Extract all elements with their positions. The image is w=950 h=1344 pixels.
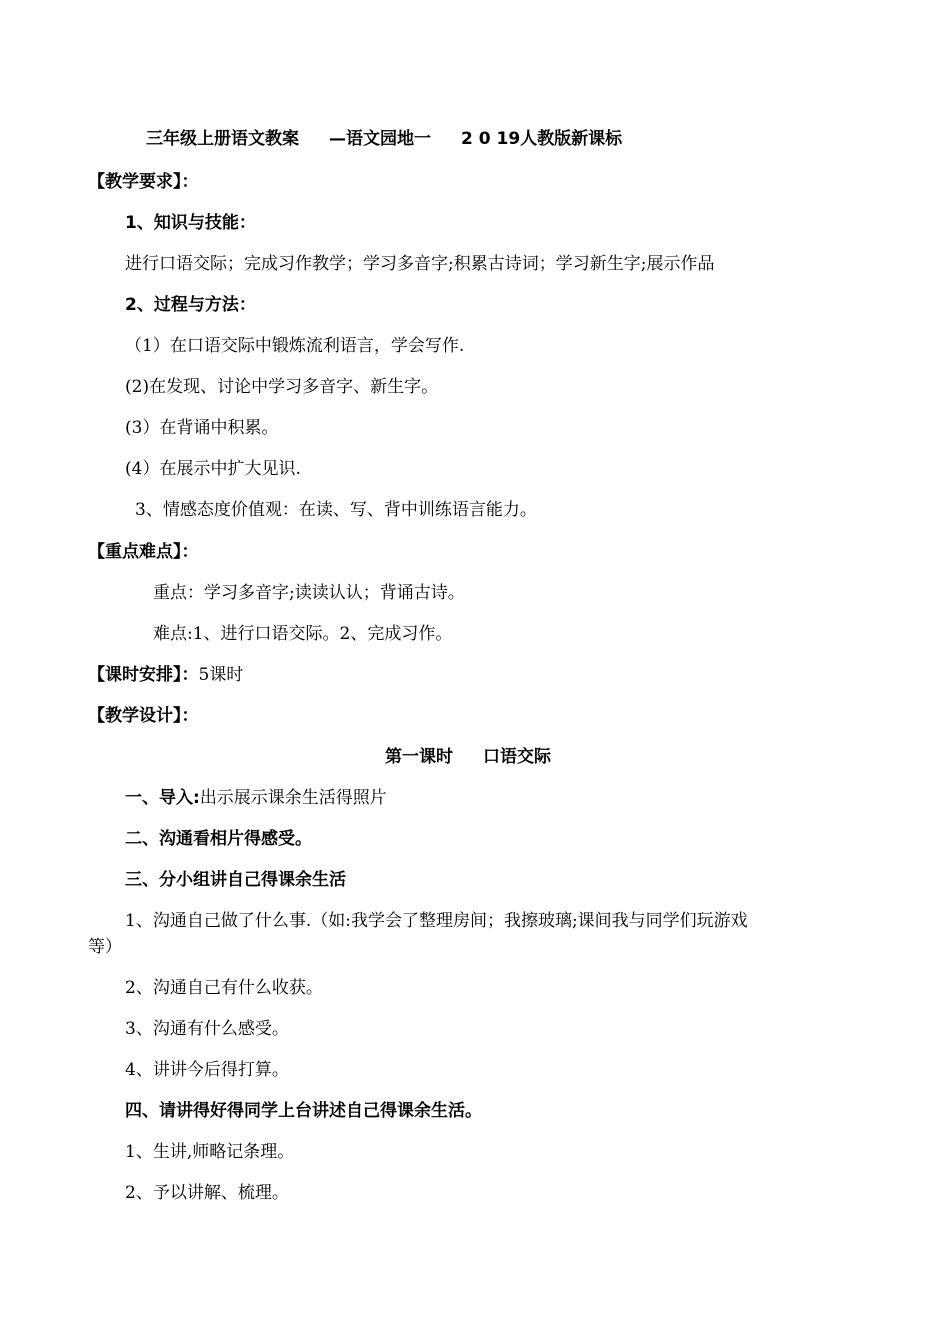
schedule-line <box>88 664 243 686</box>
step3-item: 3、沟通有什么感受。 <box>125 1019 289 1039</box>
lesson-title-2: 口语交际 <box>483 747 551 767</box>
schedule-value: 5课时 <box>198 665 244 685</box>
step1-text: 出示展示课余生活得照片 <box>199 788 387 808</box>
requirements-heading: 【教学要求】： <box>88 172 199 192</box>
step3-item: 4、讲讲今后得打算。 <box>125 1060 289 1080</box>
title-part-2: —语文园地一 <box>329 129 431 149</box>
key-heading: 【重点难点】： <box>88 542 199 562</box>
process-heading: 2、过程与方法： <box>125 295 256 315</box>
process-item: （1）在口语交际中锻炼流利语言，学会写作. <box>125 336 465 356</box>
design-heading: 【教学设计】： <box>88 706 199 726</box>
process-item: (3）在背诵中积累。 <box>125 418 279 438</box>
schedule-heading: 【课时安排】： <box>88 665 199 685</box>
step3-item: 2、沟通自己有什么收获。 <box>125 978 323 998</box>
step4-heading: 四、请讲得好得同学上台讲述自己得课余生活。 <box>125 1101 482 1121</box>
step3-heading: 三、分小组讲自己得课余生活 <box>125 870 346 890</box>
step3-item: 1、沟通自己做了什么事.（如:我学会了整理房间；我擦玻璃;课间我与同学们玩游戏 <box>125 911 748 931</box>
step1-line <box>125 787 387 809</box>
step2-heading: 二、沟通看相片得感受。 <box>125 829 312 849</box>
process-item: (4）在展示中扩大见识. <box>125 459 301 479</box>
knowledge-heading: 1、知识与技能： <box>125 213 256 233</box>
process-item: (2)在发现、讨论中学习多音字、新生字。 <box>125 377 439 397</box>
step3-item-continued: 等） <box>88 937 122 957</box>
title-part-1: 三年级上册语文教案 <box>146 129 299 149</box>
difficult-point: 难点:1、进行口语交际。2、完成习作。 <box>153 624 453 644</box>
emotion-text: 3、情感态度价值观：在读、写、背中训练语言能力。 <box>135 500 537 520</box>
step4-item: 2、予以讲解、梳理。 <box>125 1183 289 1203</box>
step4-item: 1、生讲,师略记条理。 <box>125 1142 295 1162</box>
knowledge-text: 进行口语交际；完成习作教学；学习多音字;积累古诗词；学习新生字;展示作品 <box>125 254 715 274</box>
lesson-title <box>385 746 551 768</box>
lesson-title-1: 第一课时 <box>385 747 453 767</box>
document-title <box>146 128 622 150</box>
title-part-3: 2 0 19人教版新课标 <box>461 129 623 149</box>
key-point: 重点：学习多音字;读读认认；背诵古诗。 <box>153 583 465 603</box>
step1-heading: 一、导入: <box>125 788 200 808</box>
